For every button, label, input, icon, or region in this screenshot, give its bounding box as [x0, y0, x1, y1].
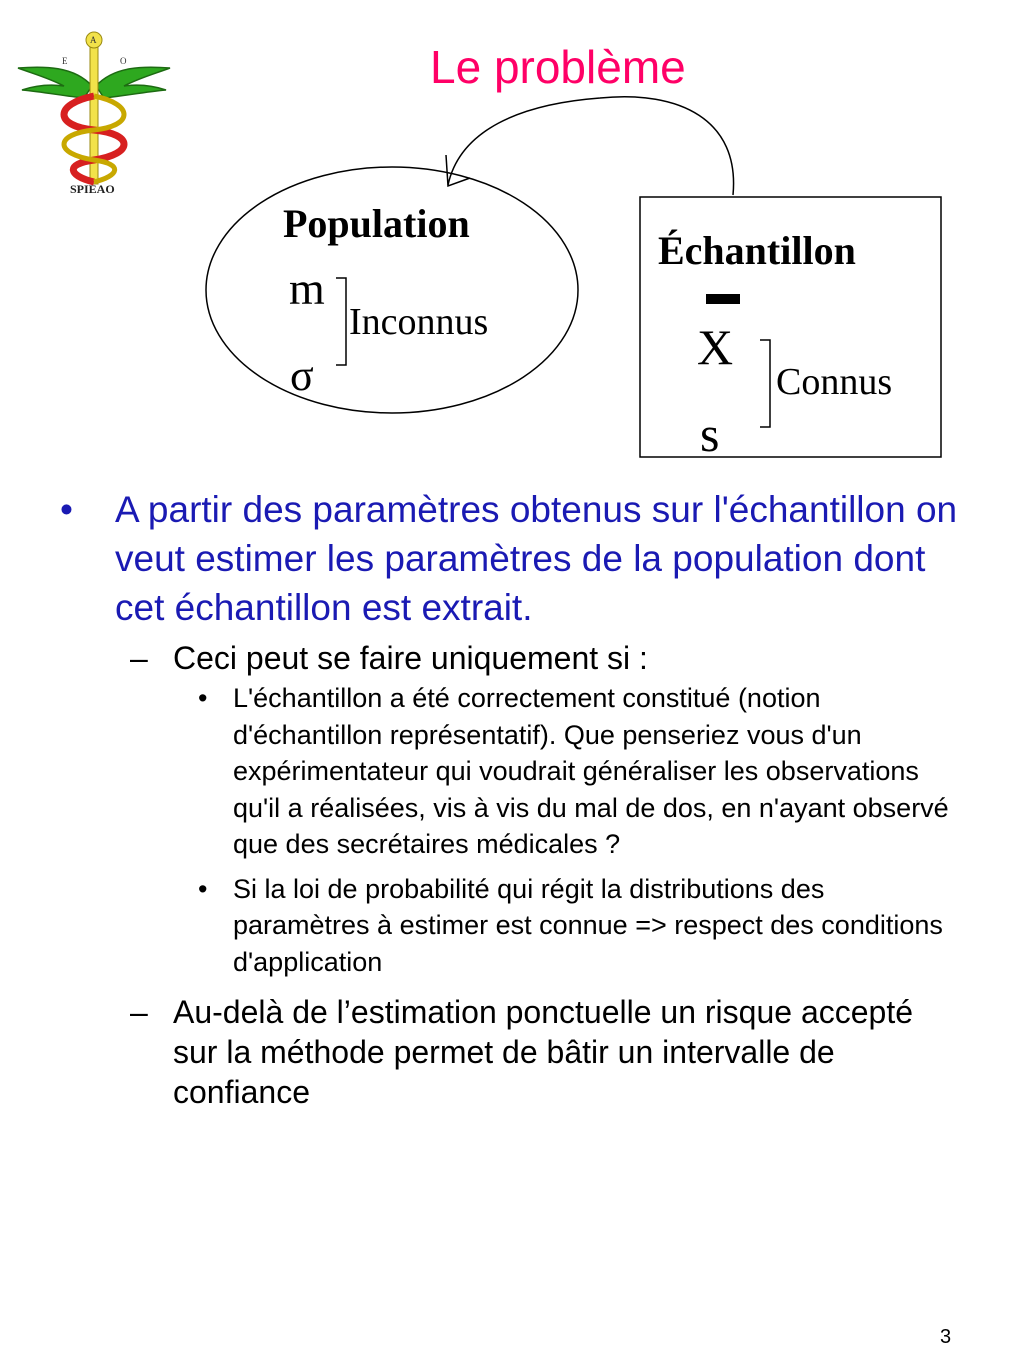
population-label: Population	[283, 201, 470, 246]
logo-letter-o: O	[120, 56, 127, 66]
main-bullet	[60, 485, 960, 632]
population-bracket	[336, 278, 346, 365]
echantillon-label: Échantillon	[658, 228, 856, 273]
sub-sub-bullet-2	[60, 871, 960, 981]
population-status: Inconnus	[349, 301, 489, 343]
bullet-dot-icon: •	[198, 683, 208, 713]
logo-letter-a: A	[90, 35, 97, 45]
inference-arrow	[448, 97, 734, 195]
sub-bullet-2	[60, 992, 960, 1112]
echantillon-status: Connus	[776, 361, 893, 403]
sub-bullet-1	[60, 638, 960, 678]
sub-sub-bullet-1-text: L'échantillon a été correctement constitué (notion d'échantillon représentatif). Que penseriez vous d'un expérimentateur qui voudrait généraliser les observations qu'il a réalisées, vis à vis du mal de dos, en n'ayant observé que des secrétaires médicales ?	[233, 683, 949, 859]
sample-mean-symbol: X	[697, 319, 734, 375]
main-bullet-text: A partir des paramètres obtenus sur l'échantillon on veut estimer les paramètres de la population dont cet échantillon est extrait.	[115, 489, 958, 628]
population-sd-symbol: σ	[290, 351, 314, 400]
echantillon-bracket	[760, 340, 770, 427]
sub-sub-bullet-1	[60, 680, 960, 863]
slide-title: Le problème	[430, 41, 686, 93]
sample-sd-symbol: s	[700, 406, 720, 462]
sub-sub-bullet-2-text: Si la loi de probabilité qui régit la distributions des paramètres à estimer est connue => respect des conditions d'application	[233, 873, 943, 977]
dash-icon: –	[130, 994, 148, 1030]
population-mean-symbol: m	[289, 263, 325, 314]
bullet-dot-icon: •	[198, 873, 208, 904]
logo-caption: SPIEAO	[70, 182, 115, 196]
dash-icon: –	[130, 640, 148, 676]
sub-bullet-2-text: Au-delà de l’estimation ponctuelle un risque accepté sur la méthode permet de bâtir un intervalle de confiance	[173, 994, 914, 1110]
page-number: 3	[940, 1326, 952, 1348]
sub-bullet-1-text: Ceci peut se faire uniquement si :	[173, 640, 648, 676]
logo-letter-e: E	[62, 56, 68, 66]
xbar-overline	[706, 294, 740, 304]
bullet-list	[60, 485, 960, 1112]
bullet-dot-icon: •	[60, 489, 73, 530]
